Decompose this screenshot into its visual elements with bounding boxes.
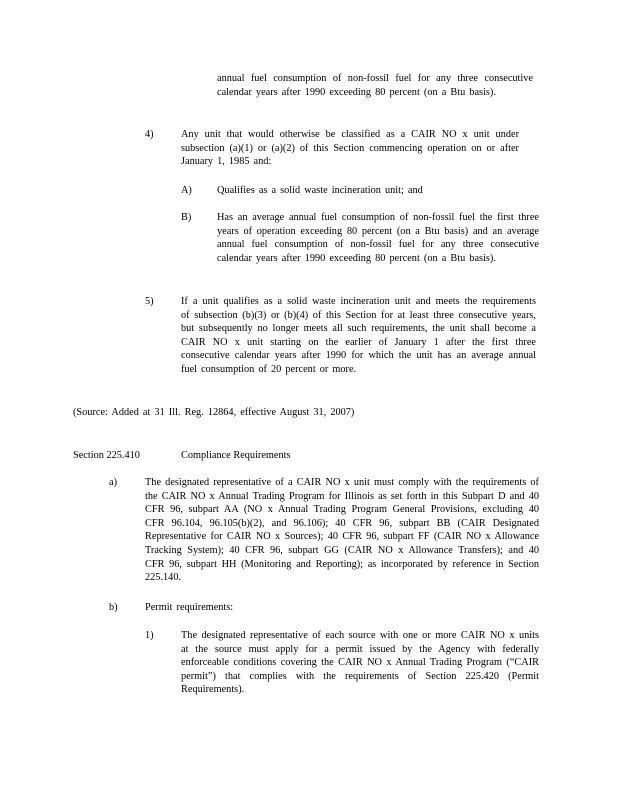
subsection-a-number: a) bbox=[109, 477, 117, 488]
subsection-b-text: Permit requirements: bbox=[145, 602, 234, 613]
item-5-text: If a unit qualifies as a solid waste incineration unit and meets the requirements of subsection (b)(3) or (b)(4) of this Section for at least three consecutive years, but subsequently no longer meets all such requirements, the unit shall become a CAIR NO x unit starting on the earlier of January 1 after the first three consecutive calendar years after 1990 for which the unit has an average annual fuel consumption of 20 percent or more. bbox=[181, 296, 536, 375]
section-label: Section 225.410 bbox=[73, 450, 140, 461]
item-4-number: 4) bbox=[145, 129, 154, 140]
item-5-number: 5) bbox=[145, 296, 154, 307]
item-4B-text: Has an average annual fuel consumption of non-fossil fuel the first three years of operation exceeding 80 percent (on a Btu basis) and an average annual fuel consumption of non-fossil fuel for any three consecutive calendar years after 1990 exceeding 80 percent (on a Btu basis). bbox=[217, 212, 539, 264]
item-4A-number: A) bbox=[181, 185, 192, 196]
item-b1-number: 1) bbox=[145, 630, 154, 641]
subsection-a-text: The designated representative of a CAIR NO x unit must comply with the requirements of the CAIR NO x Annual Trading Program for Illinois as set forth in this Subpart D and 40 CFR 96, subpart AA (NO x Annual Trading Program General Provisions, excluding 40 CFR 96.104, 96.105(b)(2), and 96.106); 40 CFR 96, subpart BB (CAIR Designated Representative for CAIR NO x Sources); 40 CFR 96, subpart FF (CAIR NO x Allowance Tracking System); 40 CFR 96, subpart GG (CAIR NO x Allowance Transfers); and 40 CFR 96, subpart HH (Monitoring and Reporting); as incorporated by reference in Section 225.140. bbox=[145, 477, 539, 584]
subsection-b-number: b) bbox=[109, 602, 118, 613]
continued-paragraph: annual fuel consumption of non-fossil fuel for any three consecutive calendar years after 1990 exceeding 80 percent (on a Btu basis). bbox=[217, 73, 533, 98]
item-4-text: Any unit that would otherwise be classified as a CAIR NO x unit under subsection (a)(1) or (a)(2) of this Section commencing operation on or after January 1, 1985 and: bbox=[181, 129, 519, 168]
item-4B-number: B) bbox=[181, 212, 192, 223]
item-4A-text: Qualifies as a solid waste incineration unit; and bbox=[217, 185, 423, 196]
item-b1-text: The designated representative of each source with one or more CAIR NO x units at the source must apply for a permit issued by the Agency with federally enforceable conditions covering the CAIR NO x Annual Trading Program (“CAIR permit”) that complies with the requirements of Section 225.420 (Permit Requirements). bbox=[181, 630, 539, 696]
source-note: (Source: Added at 31 Ill. Reg. 12864, effective August 31, 2007) bbox=[73, 407, 355, 418]
section-title: Compliance Requirements bbox=[181, 450, 291, 461]
